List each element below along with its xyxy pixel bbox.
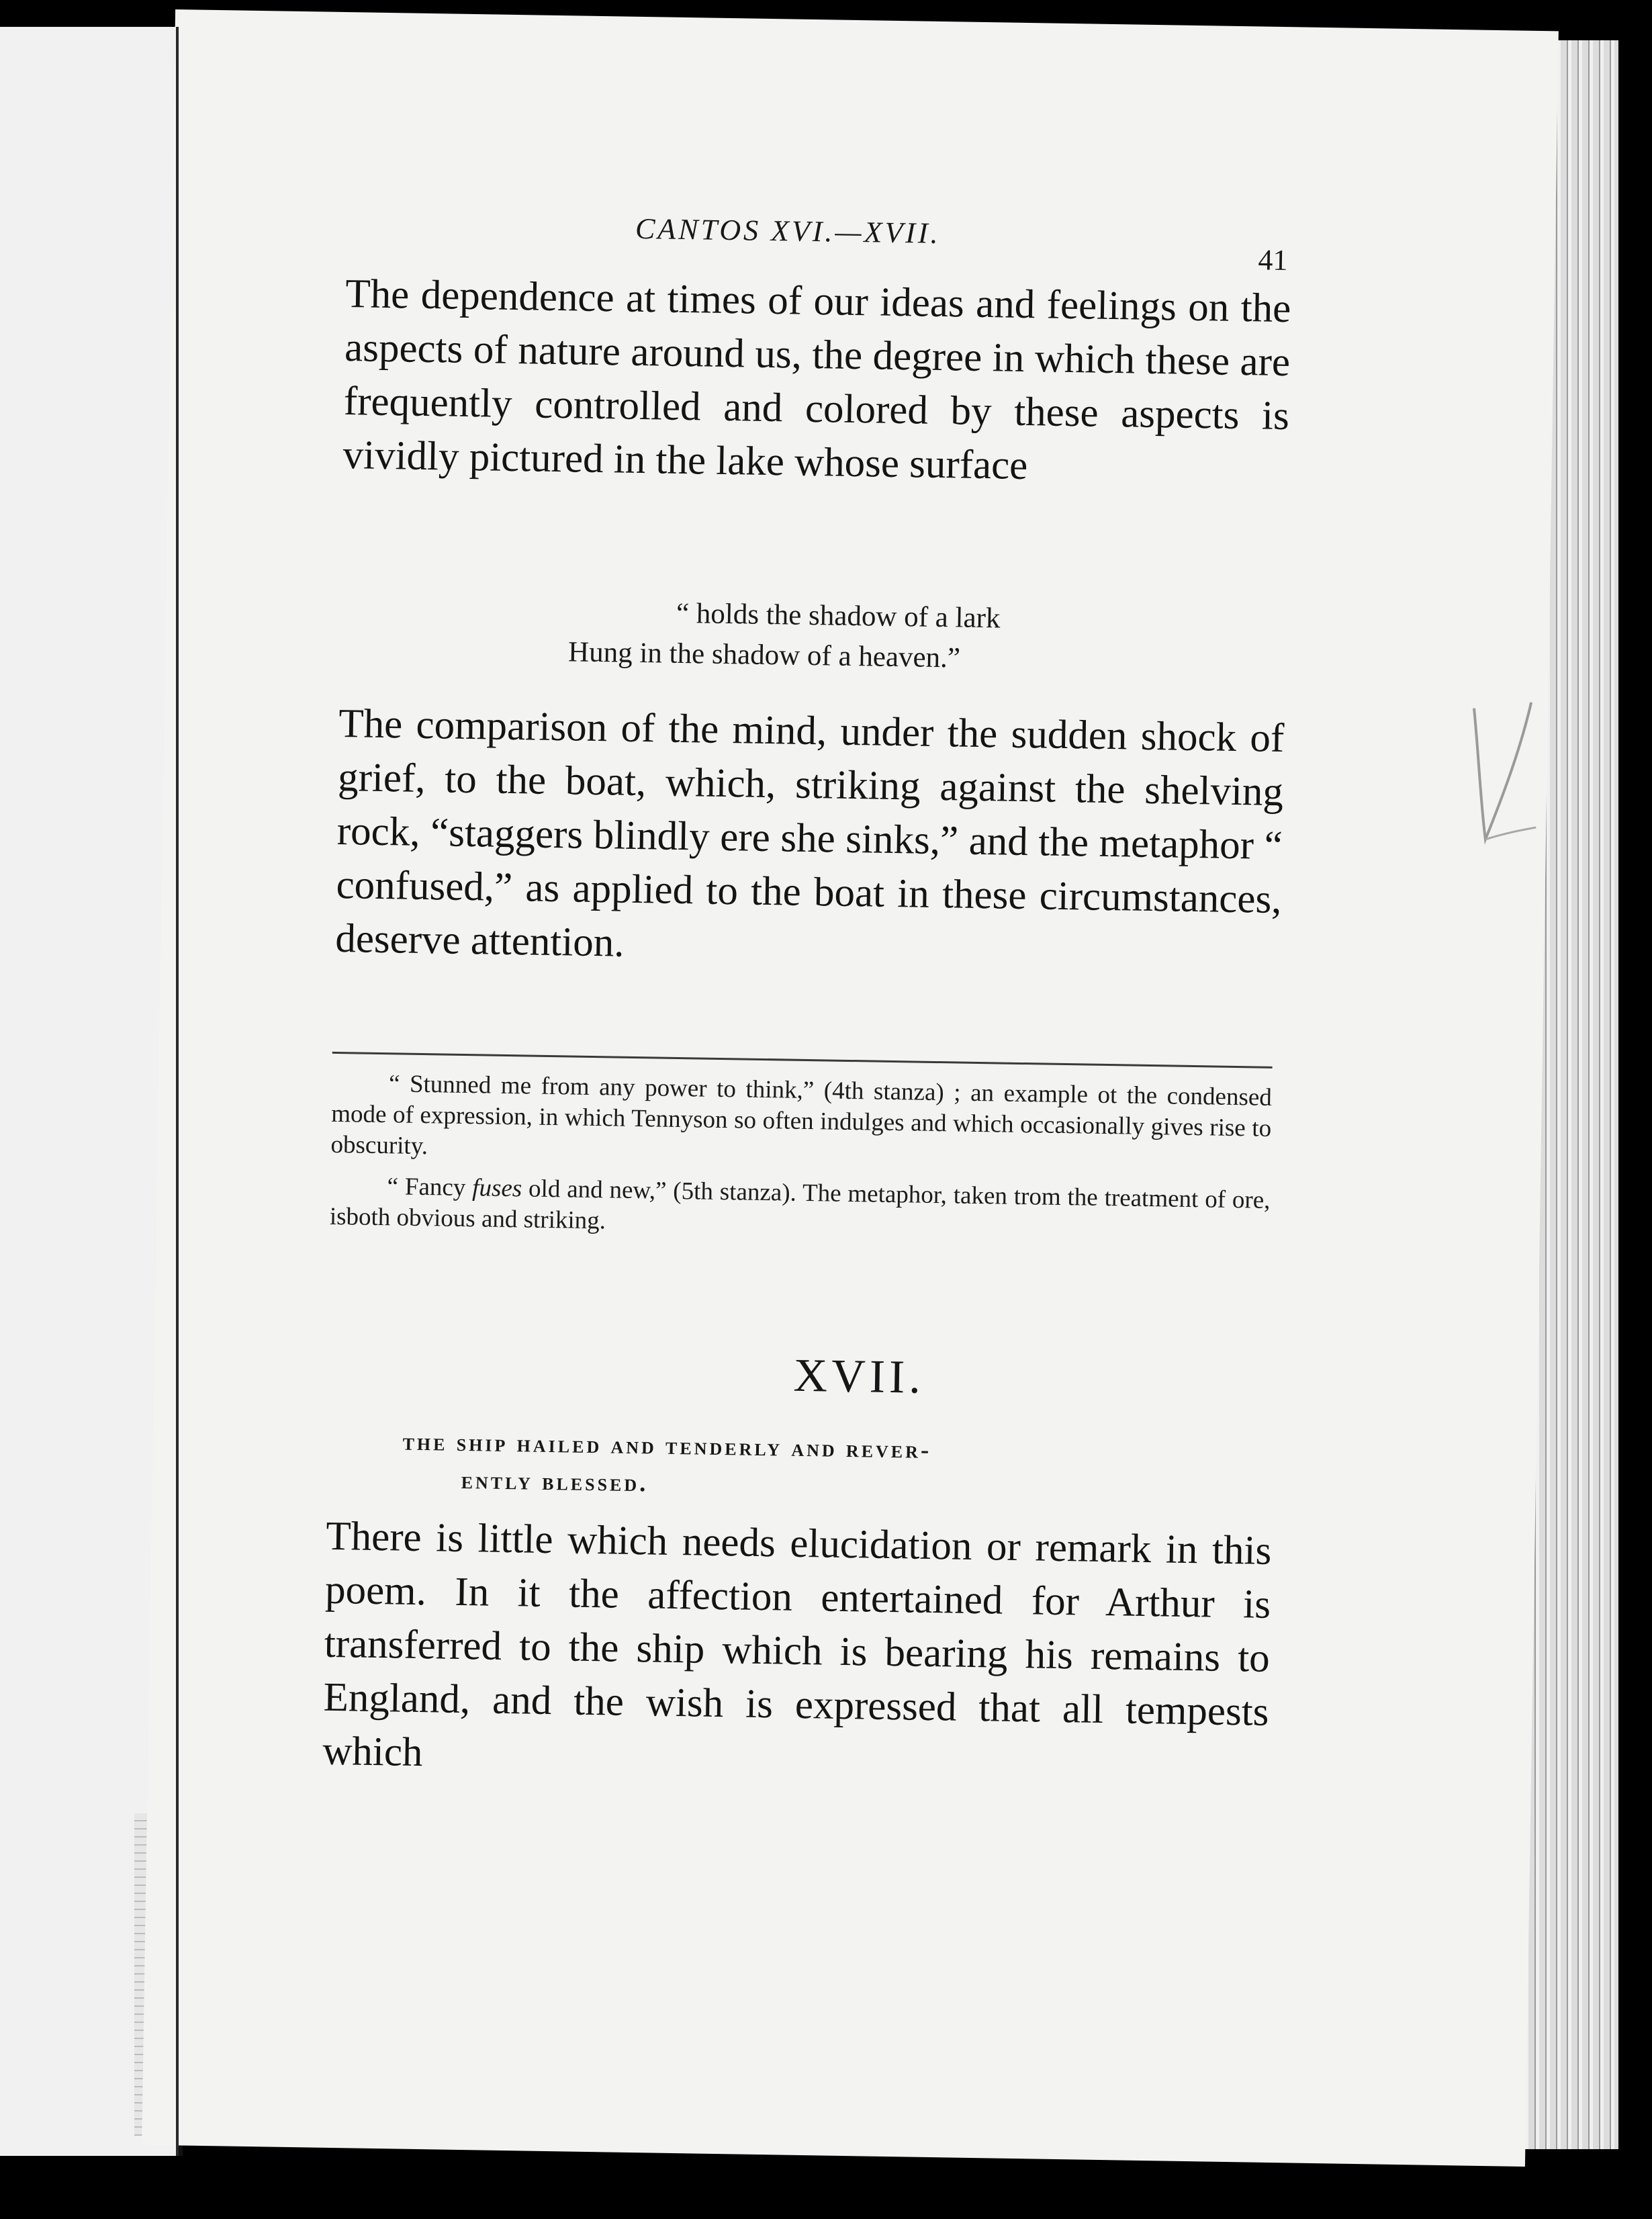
right-page <box>142 9 1559 2167</box>
page-number: 41 <box>1258 243 1288 277</box>
verse-line-1: “ holds the shadow of a lark <box>676 597 1001 635</box>
pencil-check-mark <box>1465 694 1542 850</box>
running-head: CANTOS XVI.—XVII. <box>635 212 942 250</box>
section-title <box>402 1424 1263 1512</box>
footnote-2-italic-word: fuses <box>471 1174 522 1203</box>
footnote-2-prefix: “ Fancy <box>387 1173 473 1202</box>
section-title-line-2: ently blessed. <box>461 1466 649 1498</box>
footnote-rule <box>332 1052 1273 1069</box>
section-paragraph: There is little which needs elucidation or remark in this poem. In it the affection entertained for Arthur is transferred to the ship which is bearing his remains to England, and the wish is expressed that all tempests which <box>322 1513 1272 1776</box>
gutter-line <box>176 27 179 2156</box>
section-title-line-1: the ship hailed and tenderly and rever- <box>402 1428 932 1464</box>
footnote-2-suffix: old and new,” (5th stanza). The metaphor, taken trom the treatment of ore, isboth obvious and striking. <box>329 1175 1271 1235</box>
footnote-2 <box>330 1171 1271 1247</box>
footnote-1: “ Stunned me from any power to think,” (4th stanza) ; an example ot the condensed mode of expression, in which Tennyson so often indulges and which occasionally gives rise to obscurity. <box>330 1070 1273 1161</box>
section-number: XVII. <box>793 1349 925 1404</box>
body-paragraph-2: The comparison of the mind, under the sudden shock of grief, to the boat, which, striking against the shelving rock, “staggers blindly ere she sinks,” and the metaphor “ confused,” as applied to the boat in these circumstances, deserve attention. <box>334 700 1285 966</box>
verse-line-2: Hung in the shadow of a heaven.” <box>567 636 961 674</box>
body-paragraph-1: The dependence at times of our ideas and feelings on the aspects of nature around us, the degree in which these are frequently controlled and colored by these aspects is vividly pictured in the lake whose surface <box>342 271 1291 489</box>
verse-quotation <box>568 592 1107 681</box>
